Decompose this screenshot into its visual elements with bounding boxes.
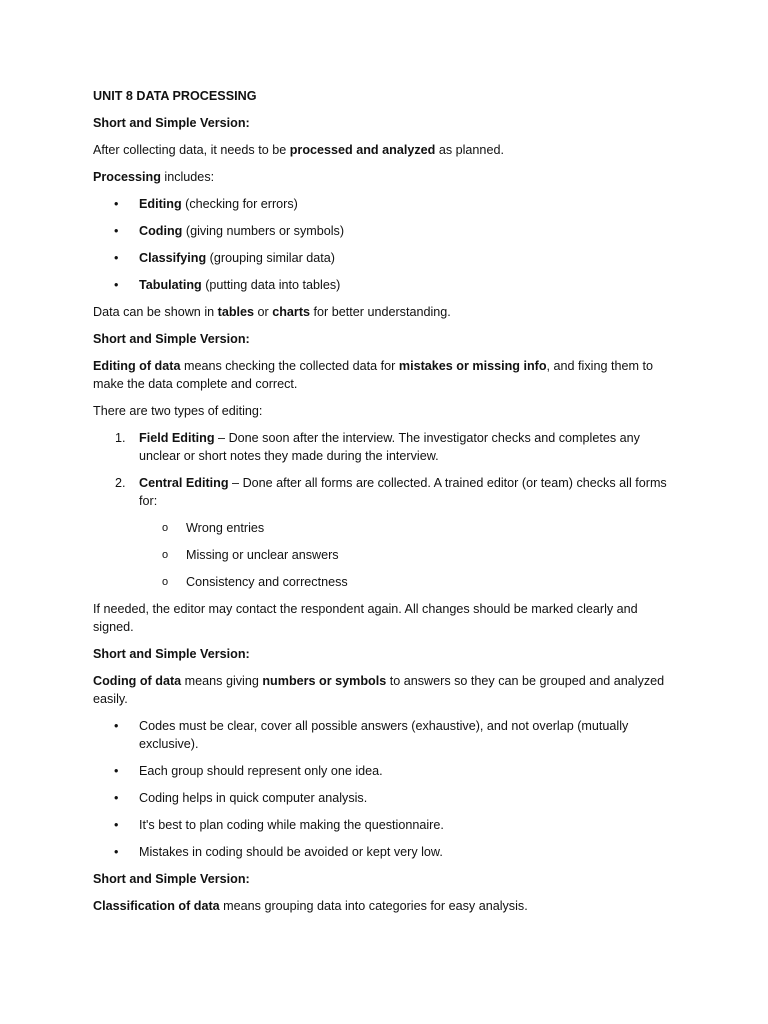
paragraph: Classification of data means grouping data into categories for easy analysis. bbox=[93, 899, 528, 913]
list-item: • It's best to plan coding while making the questionnaire. bbox=[93, 816, 678, 834]
list-item: 2. Central Editing – Done after all forms are collected. A trained editor (or team) checks all forms for: o Wrong entries o Missing or unclear answers o Consistency and correctness bbox=[93, 474, 678, 591]
sub-list-item: o Wrong entries bbox=[139, 519, 678, 537]
document-body bbox=[93, 87, 678, 924]
sub-list-item: o Missing or unclear answers bbox=[139, 546, 678, 564]
paragraph: Data can be shown in tables or charts for better understanding. bbox=[93, 305, 451, 319]
list-item: • Classifying (grouping similar data) bbox=[93, 249, 678, 267]
list-item: 1. Field Editing – Done soon after the interview. The investigator checks and completes any unclear or short notes they made during the interview. bbox=[115, 431, 640, 463]
paragraph: Coding of data means giving numbers or symbols to answers so they can be grouped and analyzed easily. bbox=[93, 674, 665, 706]
list-item: • Each group should represent only one idea. bbox=[93, 762, 678, 780]
section-heading: Short and Simple Version: bbox=[93, 332, 250, 346]
list-item: • Mistakes in coding should be avoided or kept very low. bbox=[93, 843, 678, 861]
list-item: • Codes must be clear, cover all possible answers (exhaustive), and not overlap (mutually exclusive). bbox=[93, 717, 678, 753]
check-list bbox=[139, 519, 678, 591]
paragraph: Processing includes: bbox=[93, 170, 215, 184]
list-item: • Coding helps in quick computer analysis. bbox=[93, 789, 678, 807]
list-item: • Coding (giving numbers or symbols) bbox=[93, 222, 678, 240]
paragraph: After collecting data, it needs to be processed and analyzed as planned. bbox=[93, 143, 504, 157]
section-heading: Short and Simple Version: bbox=[93, 116, 250, 130]
paragraph: If needed, the editor may contact the respondent again. All changes should be marked clearly and signed. bbox=[93, 602, 638, 634]
coding-rules-list bbox=[93, 717, 678, 861]
list-item: • Editing (checking for errors) bbox=[93, 195, 678, 213]
editing-types-list bbox=[93, 429, 678, 591]
document-title: UNIT 8 DATA PROCESSING bbox=[93, 89, 257, 103]
list-item: • Tabulating (putting data into tables) bbox=[93, 276, 678, 294]
sub-list-item: o Consistency and correctness bbox=[139, 573, 678, 591]
paragraph: Editing of data means checking the collected data for mistakes or missing info, and fixing them to make the data complete and correct. bbox=[93, 359, 653, 391]
section-heading: Short and Simple Version: bbox=[93, 872, 250, 886]
section-heading: Short and Simple Version: bbox=[93, 647, 250, 661]
processing-list bbox=[93, 195, 678, 294]
paragraph: There are two types of editing: bbox=[93, 404, 263, 418]
